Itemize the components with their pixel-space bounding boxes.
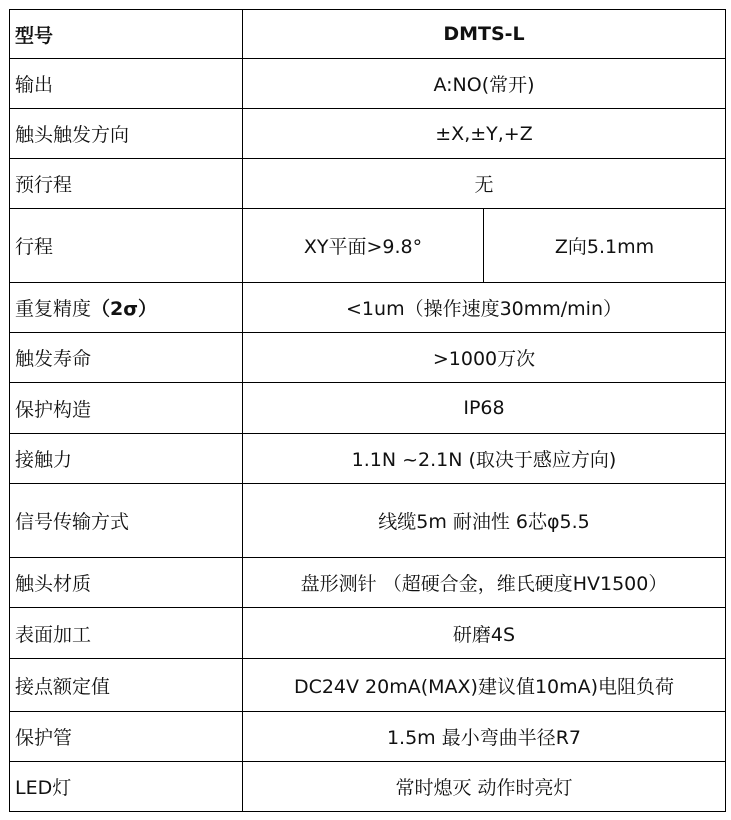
row-label-protection: 保护构造 — [10, 383, 243, 434]
row-value-repeatability: <1um（操作速度30mm/min） — [243, 283, 726, 333]
row-label-led: LED灯 — [10, 762, 243, 812]
row-label-pretravel: 预行程 — [10, 159, 243, 209]
row-label-contact-material: 触头材质 — [10, 558, 243, 608]
row-value-protection: IP68 — [243, 383, 726, 434]
row-label-repeatability-sigma: （2σ） — [91, 298, 158, 320]
table-row-repeatability — [10, 283, 726, 333]
row-label-signal-transmission: 信号传输方式 — [10, 484, 243, 558]
row-label-travel: 行程 — [10, 209, 243, 283]
table-row-protective-tube — [10, 712, 726, 762]
table-row-trigger-direction — [10, 109, 726, 159]
table-row-contact-rating — [10, 659, 726, 712]
table-row-model — [10, 10, 726, 59]
row-label-protective-tube: 保护管 — [10, 712, 243, 762]
row-label-contact-rating: 接点额定值 — [10, 659, 243, 712]
row-value-contact-rating: DC24V 20mA(MAX)建议值10mA)电阻负荷 — [243, 659, 726, 712]
table-row-contact-force — [10, 434, 726, 484]
table-row-signal-transmission — [10, 484, 726, 558]
row-value-protective-tube: 1.5m 最小弯曲半径R7 — [243, 712, 726, 762]
table-row-protection — [10, 383, 726, 434]
table-row-output — [10, 59, 726, 109]
row-label-trigger-life: 触发寿命 — [10, 333, 243, 383]
row-label-output: 输出 — [10, 59, 243, 109]
row-value-output: A:NO(常开) — [243, 59, 726, 109]
table-row-surface-finish — [10, 608, 726, 659]
row-value-contact-force: 1.1N ~2.1N (取决于感应方向) — [243, 434, 726, 484]
row-label-repeatability — [10, 283, 243, 333]
row-value-travel-xy: XY平面>9.8° — [243, 209, 484, 283]
table-row-trigger-life — [10, 333, 726, 383]
row-label-surface-finish: 表面加工 — [10, 608, 243, 659]
row-value-pretravel: 无 — [243, 159, 726, 209]
row-value-led: 常时熄灭 动作时亮灯 — [243, 762, 726, 812]
spec-table — [9, 9, 726, 812]
row-label-trigger-direction: 触头触发方向 — [10, 109, 243, 159]
table-row-travel — [10, 209, 726, 283]
row-value-trigger-life: >1000万次 — [243, 333, 726, 383]
row-label-model: 型号 — [10, 10, 243, 59]
row-label-repeatability-text: 重复精度 — [15, 298, 92, 320]
row-value-travel-z: Z向5.1mm — [484, 209, 726, 283]
row-value-contact-material: 盘形测针 （超硬合金，维氏硬度HV1500） — [243, 558, 726, 608]
row-value-trigger-direction: ±X,±Y,+Z — [243, 109, 726, 159]
row-value-signal-transmission: 线缆5m 耐油性 6芯φ5.5 — [243, 484, 726, 558]
table-row-contact-material — [10, 558, 726, 608]
table-row-led — [10, 762, 726, 812]
row-label-contact-force: 接触力 — [10, 434, 243, 484]
row-value-model: DMTS-L — [243, 10, 726, 59]
row-value-surface-finish: 研磨4S — [243, 608, 726, 659]
table-row-pretravel — [10, 159, 726, 209]
